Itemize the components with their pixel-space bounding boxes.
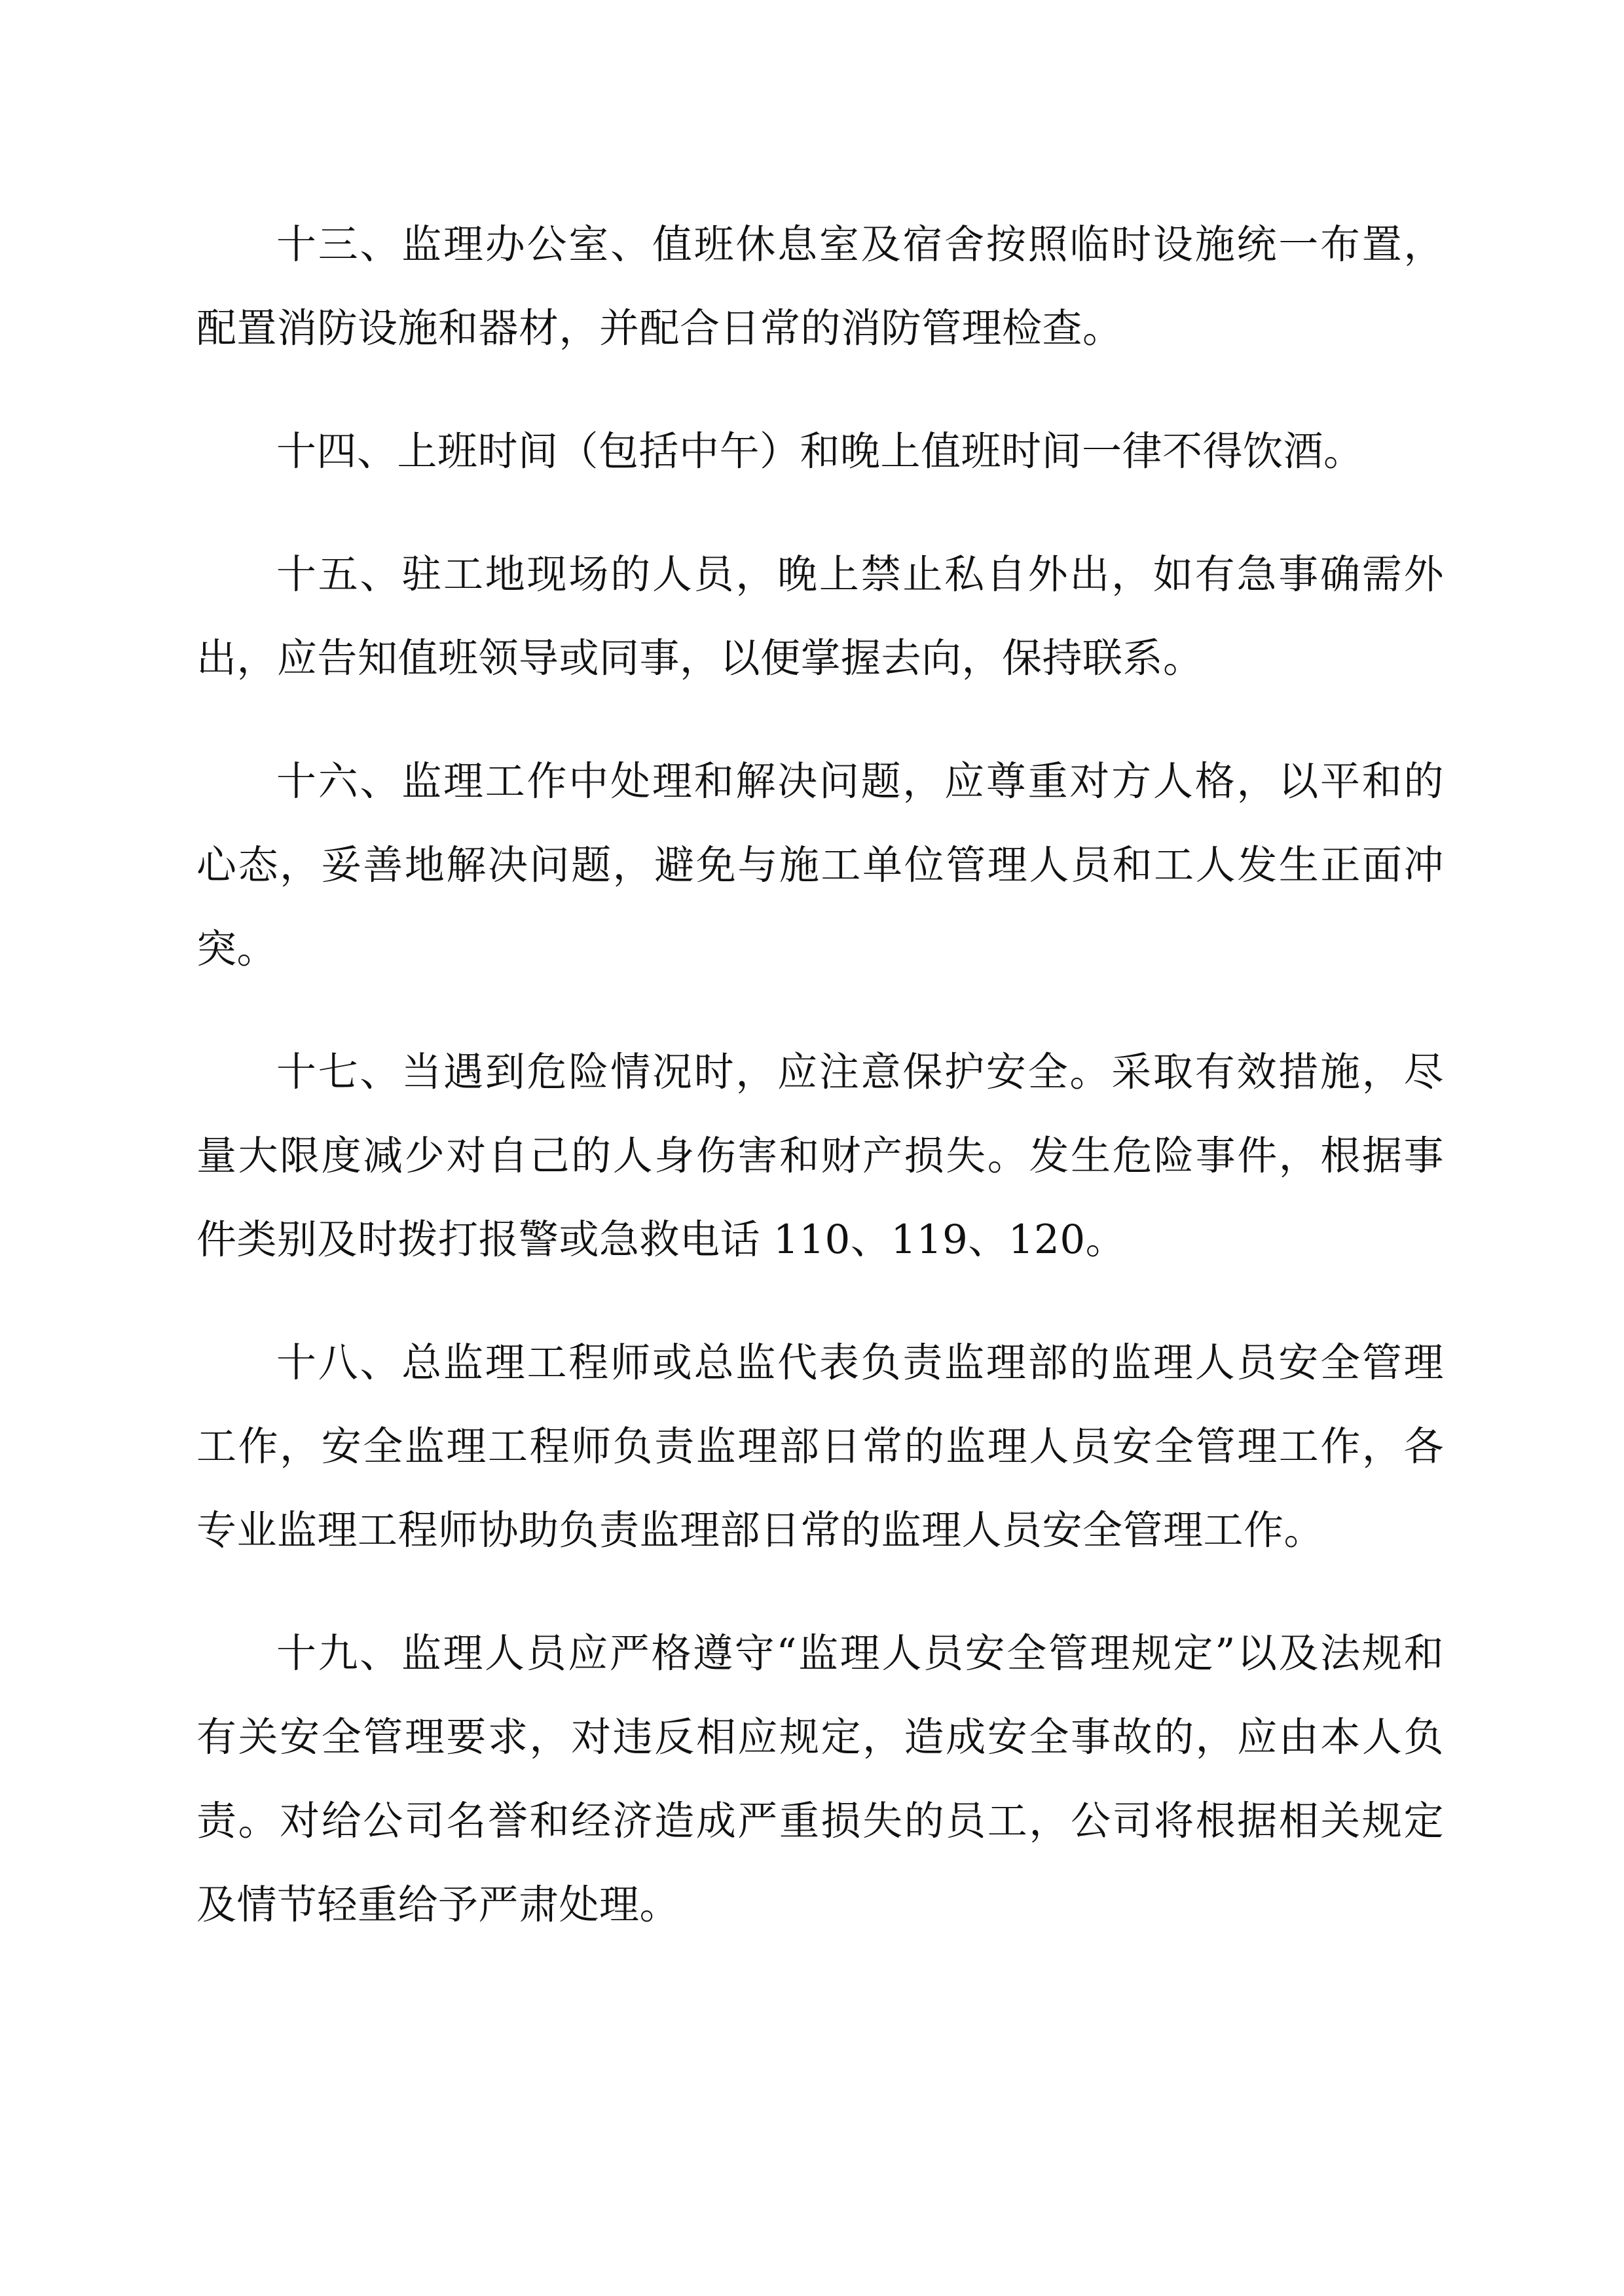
paragraph-17: 十七、当遇到危险情况时，应注意保护安全。采取有效措施，尽量大限度减少对自己的人身伤害和财产损失。发生危险事件，根据事件类别及时拨打报警或急救电话 110、119、120。 [196,1049,1444,1263]
paragraph-13: 十三、监理办公室、值班休息室及宿舍按照临时设施统一布置，配置消防设施和器材，并配合日常的消防管理检查。 [196,221,1444,352]
paragraph-14: 十四、上班时间（包括中午）和晚上值班时间一律不得饮酒。 [276,428,1364,475]
paragraph-18: 十八、总监理工程师或总监代表负责监理部的监理人员安全管理工作，安全监理工程师负责监理部日常的监理人员安全管理工作，各专业监理工程师协助负责监理部日常的监理人员安全管理工作。 [196,1339,1444,1554]
paragraph-15: 十五、驻工地现场的人员，晚上禁止私自外出，如有急事确需外出，应告知值班领导或同事，以便掌握去向，保持联系。 [196,551,1444,682]
paragraph-16: 十六、监理工作中处理和解决问题，应尊重对方人格，以平和的心态，妥善地解决问题，避免与施工单位管理人员和工人发生正面冲突。 [196,758,1444,972]
document-body [196,203,1444,1986]
paragraph-19: 十九、监理人员应严格遵守“监理人员安全管理规定”以及法规和有关安全管理要求，对违反相应规定，造成安全事故的，应由本人负责。对给公司名誉和经济造成严重损失的员工，公司将根据相关规定及情节轻重给予严肃处理。 [196,1630,1444,1928]
